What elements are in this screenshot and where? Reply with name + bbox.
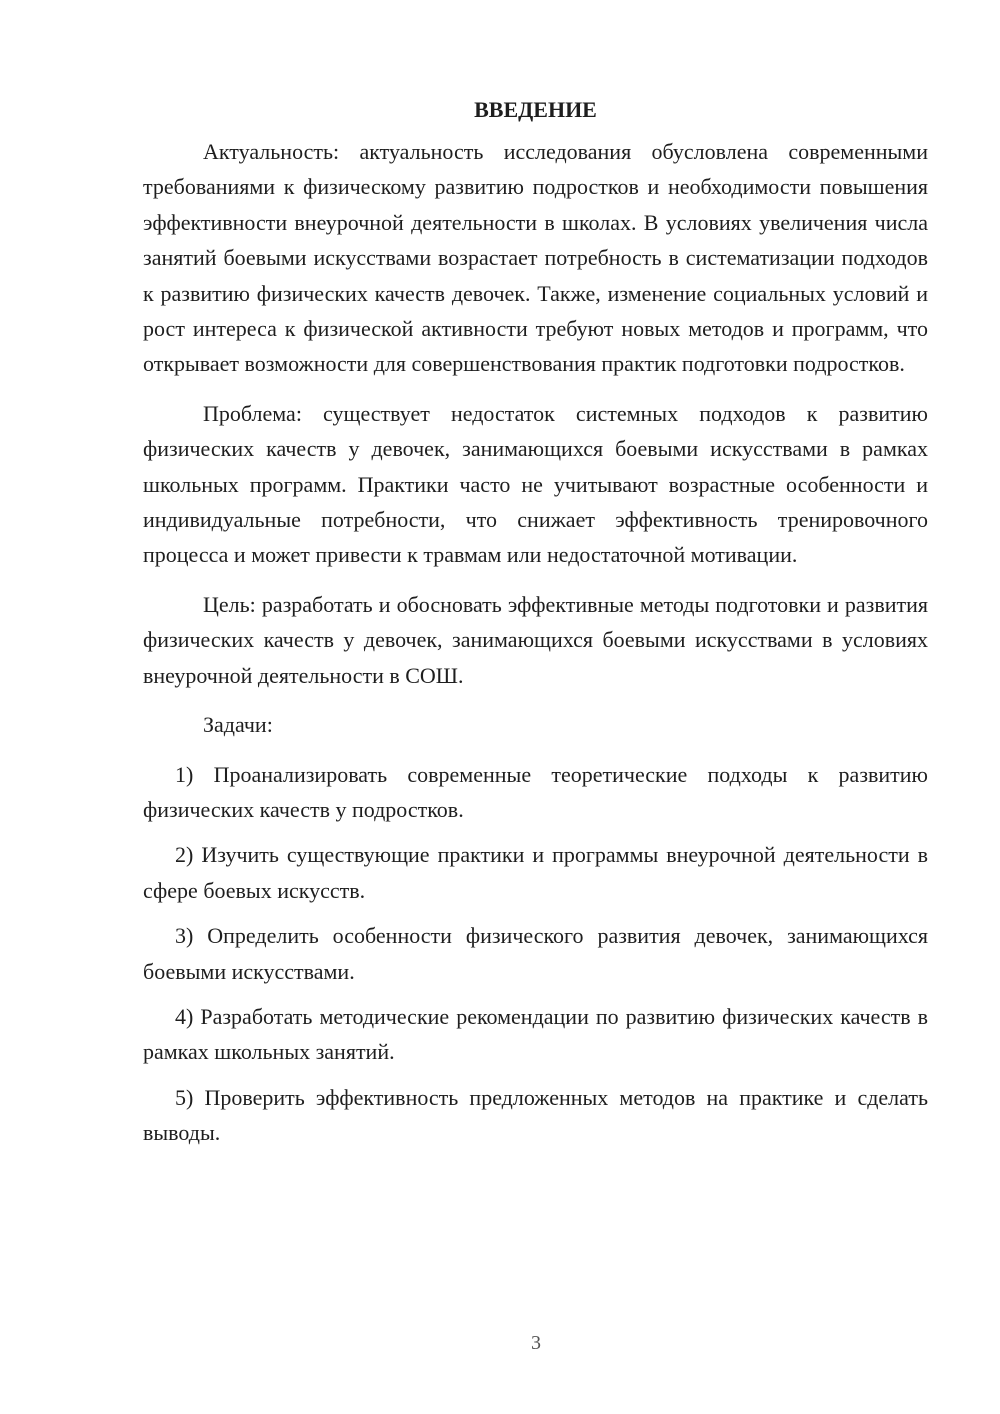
tasks-label: Задачи:	[203, 712, 273, 738]
page-number: 3	[531, 1332, 541, 1354]
task-number: 2)	[175, 842, 194, 868]
relevance-paragraph: Актуальность: актуальность исследования обусловлена современными требованиями к физическому развитию подростков и необходимости повышения эффективности внеурочной деятельности в школах. В условиях увеличения числа занятий боевыми искусствами возрастает потребность в систематизации подходов к развитию физических качеств девочек. Также, изменение социальных условий и рост интереса к физической активности требуют новых методов и программ, что открывает возможности для совершенствования практик подготовки подростков.	[143, 139, 928, 377]
task-text: Изучить существующие практики и программы внеурочной деятельности в сфере боевых искусств.	[143, 842, 928, 903]
task-text: Проверить эффективность предложенных методов на практике и сделать выводы.	[143, 1084, 929, 1146]
task-item	[143, 1080, 928, 1151]
task-item	[143, 757, 928, 828]
task-text: Определить особенности физического развития девочек, занимающихся боевыми искусствами.	[143, 923, 929, 984]
task-item	[143, 999, 928, 1070]
task-number: 3)	[175, 923, 194, 949]
page-content	[143, 92, 928, 1161]
task-number: 1)	[175, 761, 194, 787]
section-heading: ВВЕДЕНИЕ	[474, 97, 597, 122]
task-item	[143, 837, 928, 908]
task-text: Проанализировать современные теоретические подходы к развитию физических качеств у подростков.	[143, 761, 928, 822]
task-item	[143, 918, 928, 989]
task-number: 5)	[175, 1084, 194, 1110]
task-text: Разработать методические рекомендации по развитию физических качеств в рамках школьных занятий.	[143, 1003, 929, 1065]
goal-paragraph: Цель: разработать и обосновать эффективные методы подготовки и развития физических качеств у девочек, занимающихся боевыми искусствами в условиях внеурочной деятельности в СОШ.	[143, 591, 928, 688]
tasks-list	[143, 757, 928, 1151]
task-number: 4)	[175, 1003, 194, 1029]
problem-paragraph: Проблема: существует недостаток системных подходов к развитию физических качеств у девочек, занимающихся боевыми искусствами в рамках школьных программ. Практики часто не учитывают возрастные особенности и индивидуальные потребности, что снижает эффективность тренировочного процесса и может привести к травмам или недостаточной мотивации.	[143, 400, 928, 568]
